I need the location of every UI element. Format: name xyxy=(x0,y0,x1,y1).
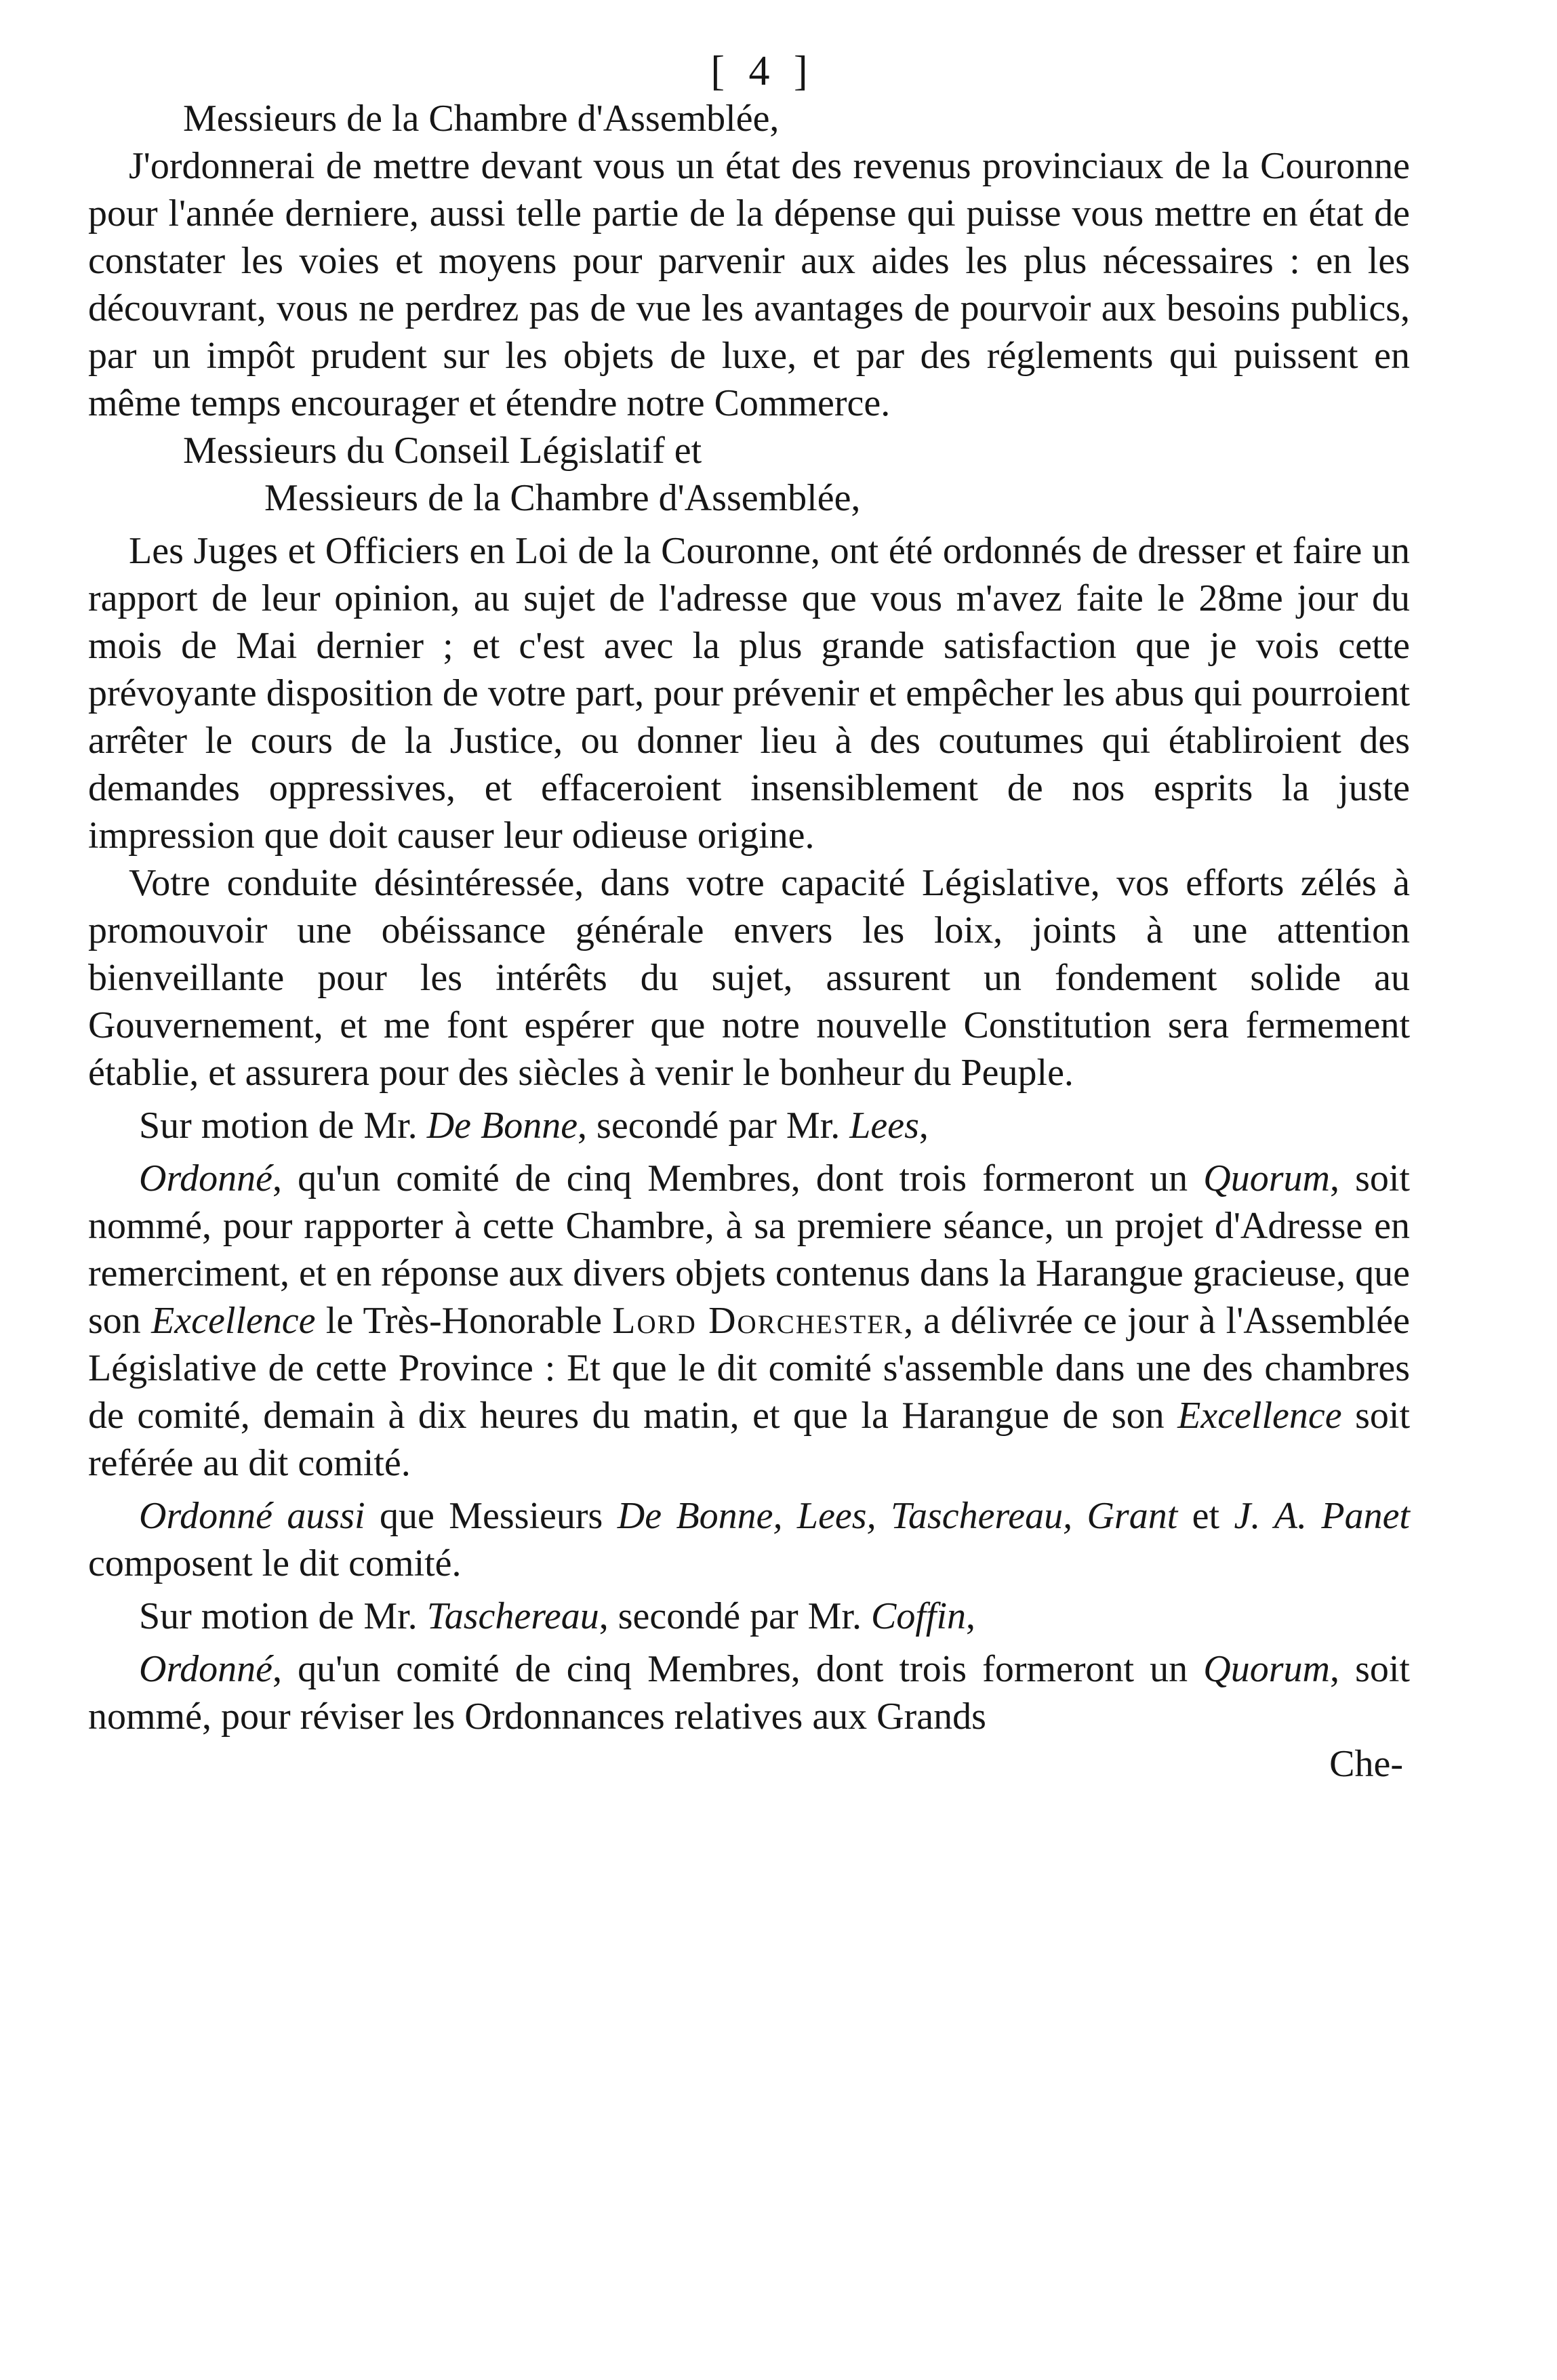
order-1-text-1: , qu'un comité de cinq Membres, dont trois formeront un xyxy=(272,1157,1204,1199)
salutation-conseil-line2: Messieurs de la Chambre d'Assemblée, xyxy=(264,477,861,519)
order-1-excellence-1: Excellence xyxy=(151,1300,316,1342)
order-1-quorum: Quorum xyxy=(1203,1157,1330,1199)
motion-1-mover: De Bonne xyxy=(426,1105,578,1147)
order-1-lead: Ordonné xyxy=(139,1157,273,1199)
order-3-lead: Ordonné xyxy=(139,1648,273,1690)
motion-1 xyxy=(88,1102,1410,1149)
motion-2-prefix: Sur motion de Mr. xyxy=(139,1595,427,1637)
order-2-text-2: et xyxy=(1177,1495,1234,1537)
order-3 xyxy=(88,1645,1410,1740)
salutation-conseil-line1: Messieurs du Conseil Législatif et xyxy=(183,430,702,472)
order-2-names-2: J. A. Panet xyxy=(1234,1495,1410,1537)
salutation-chambre: Messieurs de la Chambre d'Assemblée, xyxy=(183,98,780,140)
motion-2-mover: Taschereau xyxy=(426,1595,599,1637)
paragraph-juges: Les Juges et Officiers en Loi de la Couronne, ont été ordonnés de dresser et faire un rapport de leur opinion, au sujet de l'adresse que vous m'avez faite le 28me jour du mois de Mai dernier ; et c'est avec la plus grande satisfaction que je vois cette prévoyante disposition de votre part, pour prévenir et empêcher les abus qui pourroient arrêter le cours de la Justice, ou donner lieu à des coutumes qui établiroient des demandes oppressives, et effaceroient insensiblement de nos esprits la juste impression que doit causer leur odieuse origine. xyxy=(88,530,1410,857)
motion-2 xyxy=(88,1593,1410,1640)
page-text xyxy=(88,47,1410,1788)
order-1-lord: Lord Dorchester xyxy=(612,1300,904,1342)
order-3-quorum: Quorum xyxy=(1203,1648,1330,1690)
order-2 xyxy=(88,1492,1410,1587)
order-3-text-2: , soit nommé, pour réviser les Ordonnances relatives aux Grands xyxy=(88,1648,1410,1738)
order-1-text-5: soit reférée au dit comité. xyxy=(88,1395,1411,1484)
order-1-text-2: , soit nommé, pour rapporter à cette Chambre, à sa premiere séance, un projet d'Adresse en remerciment, et en réponse aux divers objets contenus dans la Harangue gracieuse, que son xyxy=(88,1157,1410,1342)
order-2-text-3: composent le dit comité. xyxy=(88,1542,462,1584)
order-1-text-4: , a délivrée ce jour à l'Assemblée Législative de cette Province : Et que le dit comité s'assemble dans une des chambres de comité, demain à dix heures du matin, et que la Harangue de son xyxy=(88,1300,1411,1437)
motion-1-middle: , secondé par Mr. xyxy=(578,1105,850,1147)
motion-2-suffix: , xyxy=(966,1595,976,1637)
order-1-text-3: le Très-Honorable xyxy=(315,1300,613,1342)
paragraph-conduite: Votre conduite désintéressée, dans votre capacité Législative, vos efforts zélés à promouvoir une obéissance générale envers les loix, joints à une attention bienveillante pour les intérêts du sujet, assurent un fondement solide au Gouvernement, et me font espérer que notre nouvelle Constitution sera fermement établie, et assurera pour des siècles à venir le bonheur du Peuple. xyxy=(88,862,1410,1094)
motion-1-seconder: Lees xyxy=(849,1105,919,1147)
catchword: Che- xyxy=(1329,1743,1403,1785)
motion-1-suffix: , xyxy=(918,1105,929,1147)
motion-2-seconder: Coffin xyxy=(870,1595,967,1637)
page-number: [ 4 ] xyxy=(710,48,815,94)
paragraph-revenus: J'ordonnerai de mettre devant vous un état des revenus provinciaux de la Couronne pour l'année derniere, aussi telle partie de la dépense qui puisse vous mettre en état de constater les voies et moyens pour parvenir aux aides les plus nécessaires : en les découvrant, vous ne perdrez pas de vue les avantages de pourvoir aux besoins publics, par un impôt prudent sur les objets de luxe, et par des réglements qui puissent en même temps encourager et étendre notre Commerce. xyxy=(88,145,1410,424)
motion-1-prefix: Sur motion de Mr. xyxy=(139,1105,427,1147)
order-3-text-1: , qu'un comité de cinq Membres, dont trois formeront un xyxy=(272,1648,1204,1690)
order-1-excellence-2: Excellence xyxy=(1177,1395,1342,1437)
order-1 xyxy=(88,1155,1410,1487)
order-2-names-1: De Bonne, Lees, Taschereau, Grant xyxy=(617,1495,1178,1537)
order-2-lead: Ordonné aussi xyxy=(139,1495,365,1537)
order-2-text-1: que Messieurs xyxy=(365,1495,618,1537)
motion-2-middle: , secondé par Mr. xyxy=(599,1595,871,1637)
